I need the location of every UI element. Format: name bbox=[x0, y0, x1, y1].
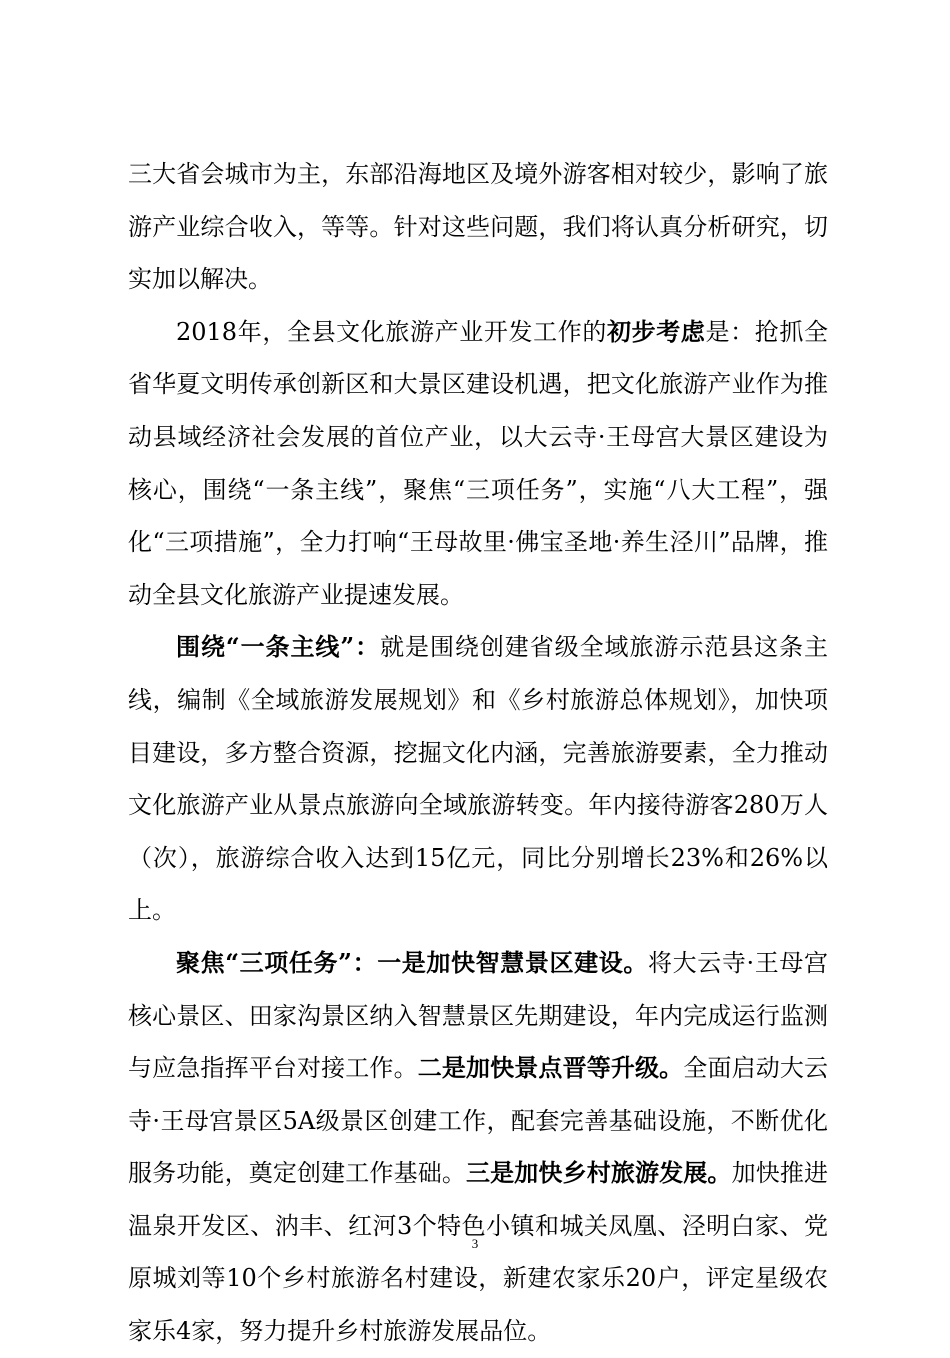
document-body bbox=[128, 148, 828, 1358]
bold-run: 二是加快景点晋等升级。 bbox=[417, 1053, 684, 1083]
bold-run: 围绕“一条主线”： bbox=[176, 632, 381, 662]
text-run: 加快推进温泉开发区、汭丰、红河3个特色小镇和城关凤凰、泾明白家、党原城刘等10个乡村旅游名村建设，新建农家乐20户，评定星级农家乐4家，努力提升乡村旅游发展品位。 bbox=[128, 1159, 829, 1346]
paragraph-1 bbox=[128, 148, 828, 306]
paragraph-4 bbox=[128, 937, 828, 1358]
paragraph-2 bbox=[128, 306, 828, 622]
bold-run: 聚焦“三项任务”：一是加快智慧景区建设。 bbox=[176, 947, 649, 977]
text-run: 将大云寺·王母宫核心景区、田家沟景区纳入智慧景区先期建设，年内完成运行监测与应急指挥平台对接工作。 bbox=[128, 948, 828, 1083]
text-run: 全面启动大云寺·王母宫景区5A级景区创建工作，配套完善基础设施，不断优化服务功能，奠定创建工作基础。 bbox=[128, 1054, 829, 1188]
page-number: 3 bbox=[471, 1236, 479, 1251]
bold-run: 初步考虑 bbox=[607, 316, 706, 346]
text-run: 2018年，全县文化旅游产业开发工作的 bbox=[176, 317, 608, 346]
text-run: 三大省会城市为主，东部沿海地区及境外游客相对较少，影响了旅游产业综合收入，等等。针对这些问题，我们将认真分析研究，切实加以解决。 bbox=[128, 160, 828, 294]
paragraph-3 bbox=[128, 621, 828, 937]
bold-run: 三是加快乡村旅游发展。 bbox=[466, 1158, 732, 1188]
text-run: 就是围绕创建省级全域旅游示范县这条主线，编制《全域旅游发展规划》和《乡村旅游总体规划》，加快项目建设，多方整合资源，挖掘文化内涵，完善旅游要素，全力推动文化旅游产业从景点旅游向全域旅游转变。年内接待游客280万人（次），旅游综合收入达到15亿元，同比分别增长23%和26%以上。 bbox=[128, 633, 829, 925]
text-run: 是：抢抓全省华夏文明传承创新区和大景区建设机遇，把文化旅游产业作为推动县域经济社会发展的首位产业，以大云寺·王母宫大景区建设为核心，围绕“一条主线”，聚焦“三项任务”，实施“八大工程”，强化“三项措施”，全力打响“王母故里·佛宝圣地·养生泾川”品牌，推动全县文化旅游产业提速发展。 bbox=[128, 317, 829, 609]
